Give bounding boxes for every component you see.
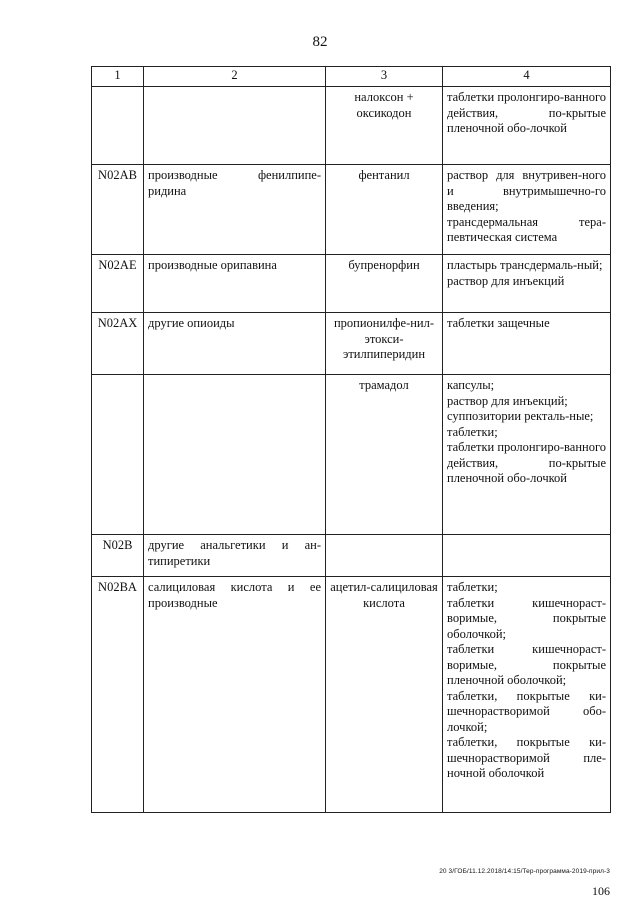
table-row: [92, 535, 611, 577]
table-header-row: [92, 67, 611, 87]
dosage-form-item: пластырь трансдермаль-ный;: [447, 258, 603, 272]
atc-code-cell: N02BA: [92, 577, 144, 813]
group-name-cell: салициловая кислота и ее производные: [144, 577, 326, 813]
dosage-form-item: суппозитории ректаль-ные;: [447, 409, 594, 423]
table-row: [92, 375, 611, 535]
group-name-cell: [144, 375, 326, 535]
group-name-cell: [144, 87, 326, 165]
dosage-form-item: таблетки кишечнораст-воримые, покрытые пленочной оболочкой;: [447, 642, 606, 687]
column-header: 2: [144, 67, 326, 87]
table-row: [92, 577, 611, 813]
drug-name-cell: пропионилфе-нил-этокси-этилпиперидин: [326, 313, 443, 375]
group-name-cell: другие опиоиды: [144, 313, 326, 375]
atc-code-cell: N02B: [92, 535, 144, 577]
dosage-form-item: таблетки, покрытые ки-шечнорастворимой обо-лочкой;: [447, 688, 606, 734]
dosage-forms-cell: [443, 577, 611, 813]
dosage-form-item: таблетки пролонгиро-ванного действия, по-крытые пленочной обо-лочкой: [447, 90, 607, 135]
dosage-form-item: таблетки;: [447, 580, 498, 594]
drug-name-cell: [326, 535, 443, 577]
atc-code-cell: N02AE: [92, 255, 144, 313]
table-row: [92, 87, 611, 165]
atc-code-cell: N02AB: [92, 165, 144, 255]
column-header: 1: [92, 67, 144, 87]
column-header: 4: [443, 67, 611, 87]
dosage-forms-cell: [443, 87, 611, 165]
drug-name-cell: трамадол: [326, 375, 443, 535]
dosage-form-item: капсулы;: [447, 378, 495, 392]
drug-name-cell: фентанил: [326, 165, 443, 255]
dosage-form-item: таблетки, покрытые ки-шечнорастворимой пле-ночной оболочкой: [447, 735, 606, 780]
group-name-cell: производные фенилпипе-ридина: [144, 165, 326, 255]
group-name-cell: производные орипавина: [144, 255, 326, 313]
drug-name-cell: бупренорфин: [326, 255, 443, 313]
atc-code-cell: [92, 375, 144, 535]
dosage-form-item: таблетки;: [447, 424, 498, 439]
dosage-form-item: таблетки кишечнораст-воримые, покрытые оболочкой;: [447, 595, 606, 641]
dosage-form-item: раствор для инъекций;: [447, 393, 568, 408]
dosage-forms-cell: [443, 165, 611, 255]
table-row: [92, 313, 611, 375]
dosage-forms-cell: [443, 535, 611, 577]
dosage-forms-cell: [443, 313, 611, 375]
atc-code-cell: [92, 87, 144, 165]
sheet-number: 106: [592, 884, 610, 898]
medications-table: [91, 66, 611, 813]
table-row: [92, 165, 611, 255]
document-stamp: 20 3/ГОБ/11.12.2018/14:15/Тер-программа-2019-прил-3: [439, 868, 610, 875]
dosage-form-item: таблетки защечные: [447, 316, 550, 330]
drug-name-cell: ацетил-салициловая кислота: [326, 577, 443, 813]
dosage-form-item: таблетки пролонгиро-ванного действия, по-крытые пленочной обо-лочкой: [447, 440, 607, 485]
table-row: [92, 255, 611, 313]
drug-name-cell: налоксон + оксикодон: [326, 87, 443, 165]
group-name-cell: другие анальгетики и ан-типиретики: [144, 535, 326, 577]
column-header: 3: [326, 67, 443, 87]
dosage-form-item: раствор для внутривен-ного и внутримышечно-го введения;: [447, 168, 606, 213]
dosage-forms-cell: [443, 375, 611, 535]
page-number: 82: [312, 34, 328, 50]
atc-code-cell: N02AX: [92, 313, 144, 375]
dosage-forms-cell: [443, 255, 611, 313]
dosage-form-item: раствор для инъекций: [447, 273, 565, 288]
dosage-form-item: трансдермальная тера-певтическая система: [447, 214, 606, 244]
